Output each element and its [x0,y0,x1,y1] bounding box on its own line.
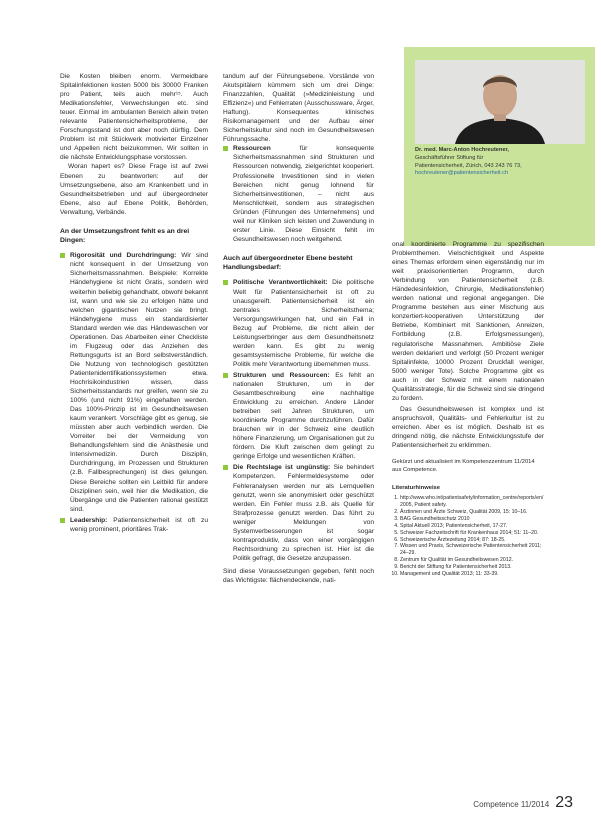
page-number: 23 [555,794,573,811]
portrait-image [415,60,585,144]
literature-item: 9. Bericht der Stiftung für Patientensicherheit 2013. [400,564,544,571]
literature-heading: Literaturhinweise [392,485,440,492]
source-note: Gekürzt und aktualisiert im Kompetenzzentrum 11/2014 aus Competence. [392,459,535,474]
column-left [60,72,208,536]
bullet-resources [223,144,374,244]
bullet-title: Strukturen und Ressourcen: [233,371,330,379]
continued-paragraph: tandum auf der Führungsebene. Vorstände von Akutspitälern kümmern sich um drei Dinge: Finanzzahlen, Qualität (»Medizinleistung und Effizienz«) und Fehlerraten (Ausschussware, Ärger, Haftung). Konsequentes klinisches Risikomanagement und der Aufbau einer Sicherheitskultur sind noch im Gesundheitswesen Führungssache. [223,73,374,144]
literature-item: 7. Wissen und Praxis, Schweizerische Patientensicherheit 2011; 24–29. [400,543,544,557]
bullet-title: Leadership: [70,516,108,524]
bullet-text: Die politische Welt für Patientensicherheit ist oft zu unausgereift. Patientensicherheit ist ein zentrales Sicherheitsthema; Versorgungswirkungen hat, und ein Fall in Bezug auf Probleme, die nicht allein der Leistungserbringer aus dem Gesundheitsnetz werden kann. Es gibt zu wenig gesamtsystemische Probleme, für welche die Politik mehr Verantwortung übernehmen muss. [233,279,374,368]
author-photo [415,60,585,144]
literature-item: 6. Schweizerische Ärztezeitung 2014; 87: 18-25. [400,537,544,544]
author-contact [415,147,587,178]
bullet-title: Die Rechtslage ist ungünstig: [233,464,331,472]
literature-item: 5. Schweizer Fachzeitschrift für Krankenhaus 2014; 51: 11–20. [400,530,544,537]
programs-paragraph: onal koordinierte Programme zu spezifischen Problemthemen. Vielschichtigkeit und Aspekte eines Themas erfordern einen eigenständig nur im weit praxisorientierten Programm, durch Verbindung von Patientensicherheit (z.B. Händedesinfektion, Chirurgie, Medikationsfehler) werden national und regional angegangen. Die Programme bestehen aus einer Mischung aus konzertiert-kooperativen Unterstützung der Betriebe, Kombiniert mit Sanktionen, Anreizen, Fortbildung (z.B. Erfolgsmessungen), regulatorische Massnahmen. Ambitiöse Ziele werden deklariert und verfolgt (50 Prozent weniger Spitalinfekte, 10000 Prozent Druckfall weniger, 5000 weniger Tote). Solche Programme gibt es auch in der Schweiz mit einem nationalen Qualitätsstrategie, für die Schweiz sind sie dringend zu fordern. [392,241,544,402]
author-phone: Patientensicherheit, Zürich, 043 243 76 73, [415,162,522,169]
bullet-structures [223,371,374,461]
bullet-title: Ressourcen [233,145,271,153]
literature-item: 3. BAG Gesundheitsschutz 2010 [400,516,544,523]
author-name: Dr. med. Marc-Anton Hochreutener, [415,147,509,153]
bullet-political [223,278,374,368]
author-role: Geschäftsführer Stiftung für [415,154,484,161]
bullet-text: für konsequente Sicherheitsmassnahmen sind Strukturen und Ressourcen notwendig, zielgerichtet kooperiert. Professionelle Investitionen sind in vielen Bereichen nicht genug lohnend für Sicherheitsinvestitionen, – nicht aus Menschlichkeit, sondern aus strategischen Gründen (Führungen des Unternehmens) und weil nur Kliniken sich leisten und Zuwendung in erster Linie. Diese Einsicht fehlt im Gesundheitswesen noch weitgehend. [233,145,374,243]
page-footer [473,794,573,812]
bullet-text: Patientensicherheit ist oft zu wenig prominent, prioritäres Trak- [70,516,208,533]
author-email-link[interactable]: hochreutener@patientensicherheit.ch [415,170,509,177]
bullet-text: Wir sind nicht konsequent in der Umsetzung von Sicherheitsmassnahmen. Beispiele: Korrekte Händehygiene ist nicht Gratis, sondern wird weiterhin beliebig gehandhabt, obwohl bekannt ist, wann und wie sie zu erfolgen hätte und welchen gigantischen Nutzen sie bringt. Händehygiene muss ein standardisierter Standard werden wie das Händewaschen vor Operationen. Das Abarbeiten einer Checkliste im Flugzeug oder das Anziehen des Rettungsgurts ist an Bord selbstverständlich. Die Nutzung von technologisch gestützten Patientenidentifikationssystemen etwa. Hochrisikoindustrien wissen, dass Sicherheitsstandards nur greifen, wenn sie zu 100% (und nicht 91%) eingehalten werden. Das 100%-Prinzip ist im Gesundheitswesen kaum verankert. Vorschläge gibt es genug, sie müssten aber auch verbindlich werden. Die Vorreiter bei der Vermeidung von Behandlungsfehlern sind die Anästhesie und Intensivmedizin. Durch Disziplin, Durchdringung, im Prozessen und Strukturen (z.B. Fallbesprechungen) ist dies gelungen. Diese Bereiche sollten ein Leitbild für andere Disziplinen sein, weil hier die Medikation, die Übergänge und die Patienten rational gestützt sind. [70,252,208,513]
bullet-legal [223,463,374,563]
literature-list [392,495,544,578]
bullet-leadership [60,516,208,534]
section-heading-policy: Auch auf übergeordneter Ebene besteht Handlungsbedarf: [223,254,353,272]
literature-item: 8. Zentrum für Qualität im Gesundheitswesen 2012. [400,557,544,564]
column-right [392,240,544,578]
conclusion-paragraph: Das Gesundheitswesen ist komplex und ist anspruchsvoll, Qualitäts- und Fehlerkultur ist zu erreichen. Aber es ist möglich. Deshalb ist es dringend nötig, die nächste Entwicklungsstufe der Patientensicherheit zu erklimmen. [392,405,544,450]
literature-item: 10. Management und Qualität 2013; 11: 33-39. [400,571,544,578]
literature-item: 2. Ärztinnen und Ärzte Schweiz, Qualität 2009, 15: 10–16. [400,509,544,516]
closing-paragraph: Sind diese Voraussetzungen gegeben, fehlt noch das Wichtigste: flächendeckende, nati- [223,567,374,584]
bullet-list [223,278,374,562]
bullet-list [223,144,374,244]
bullet-text: Es fehlt an nationalen Strukturen, um in der Gesamtbeschreibung eine nachhaltige Entwicklung zu erreichen. Andere Länder betreiben seit Jahren Strukturen, um koordinierte Programme durchzuführen. Dafür brauchen wir in der Schweiz eine deutlich höhere Finanzierung, um Organisationen gut zu fördern. Die Kluft zwischen dem gelingt zu geringe Erfolge und wesentlichen Kräften. [233,371,375,461]
bullet-list [60,251,208,533]
journal-name: Competence 11/2014 [473,800,550,809]
literature-item: 1. http://www.who.int/patientsafety/information_centre/reports/en/ 2005, Patient safety. [400,495,544,509]
bullet-text: Sie behindert Kompetenzen. Fehlermeldesysteme oder Fehleranalysen werden nur als Lernquellen genutzt, wenn sie anonymisiert oder geschützt werden. Ein Fehler muss z.B. als Quelle für Strafprozesse genutzt werden. Das führt zu weniger Meldungen von Systemverbesserungen ist sogar kontraproduktiv, dass von einer vorgängigen Rechtsordnung zu sprechen ist. Hier ist die Politik gefragt, die Gesetze anzupassen. [233,464,374,562]
bullet-title: Politische Verantwortlichkeit: [233,279,328,287]
section-heading-implementation: An der Umsetzungsfront fehlt es an drei Dingen: [60,227,190,245]
column-middle [223,72,374,585]
bullet-rigor [60,251,208,513]
bullet-title: Rigorosität und Durchdringung: [70,252,177,260]
literature-item: 4. Spital Aktuell 2013; Patientensicherheit, 17-27. [400,523,544,530]
intro-paragraph-2: Woran hapert es? Diese Frage ist auf zwei Ebenen zu beantworten: auf der Umsetzungsebene, also am Krankenbett und in Gesundheitsbetrieben und auf übergeordneter Ebene, also auf Ebene Politik, Behörden, Verwaltung, Verbände. [60,163,208,216]
intro-paragraph: Die Kosten bleiben enorm. Vermeidbare Spitalinfektionen kosten 5000 bis 30000 Franken pro Patient, teils auch mehr¹⁵. Auch Medikationsfehler, Verwechslungen etc. sind teuer. Einmal im ambulanten Bereich allein treten relevante Patientensicherheitsprobleme, der Forschungsstand ist dort aber noch dürftig. Dem Problem ist mit Stückwerk motivierter Einzelner und Appellen nicht beizukommen. Wir sollten in die nächste Entwicklungsphase vorstossen. [60,73,208,162]
